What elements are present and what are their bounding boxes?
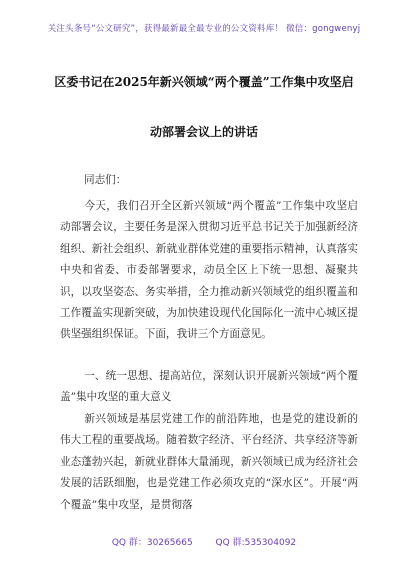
- section-heading-1: [60, 366, 358, 409]
- section-heading-1-text: 一、统一思想、提高站位，深刻认识开展新兴领域“两个覆盖”集中攻坚的重大意义: [60, 370, 358, 404]
- greeting: 同志们：: [84, 174, 127, 186]
- document-title-line-1: 区委书记在2025年新兴领域“两个覆盖”工作集中攻坚启: [54, 75, 354, 89]
- footer-contacts: [0, 535, 408, 548]
- header-note: 关注头条号“公文研究”，获得最新最全最专业的公文资料库！ 微信：gongwenyj: [47, 24, 361, 34]
- paragraph-2-text: 新兴领域是基层党建工作的前沿阵地，也是党的建设新的伟大工程的重要战场。随着数字经济、平台经济、共享经济等新业态蓬勃兴起，新就业群体大量涌现，新兴领域已成为经济社会发展的活跃细胞，也是党建工作必须攻克的“深水区”。开展“两个覆盖”集中攻坚，是贯彻落: [60, 413, 358, 511]
- paragraph-2: [60, 409, 358, 516]
- document-title-line-2: 动部署会议上的讲话: [149, 125, 258, 139]
- paragraph-1: [60, 196, 358, 346]
- paragraph-1-text: 今天，我们召开全区新兴领域“两个覆盖”工作集中攻坚启动部署会议，主要任务是深入贯彻习近平总书记关于加强新经济组织、新社会组织、新就业群体党建的重要指示精神，认真落实中央和省委、市委部署要求，动员全区上下统一思想、凝聚共识，以攻坚姿态、务实举措，全力推动新兴领域党的组织覆盖和工作覆盖实现新突破，为加快建设现代化国际化一流中心城区提供坚强组织保证。下面，我讲三个方面意见。: [60, 200, 358, 341]
- footer-qq-group-1: QQ 群：30265665: [111, 538, 193, 548]
- footer-qq-group-2: QQ 群:535304092: [215, 538, 297, 548]
